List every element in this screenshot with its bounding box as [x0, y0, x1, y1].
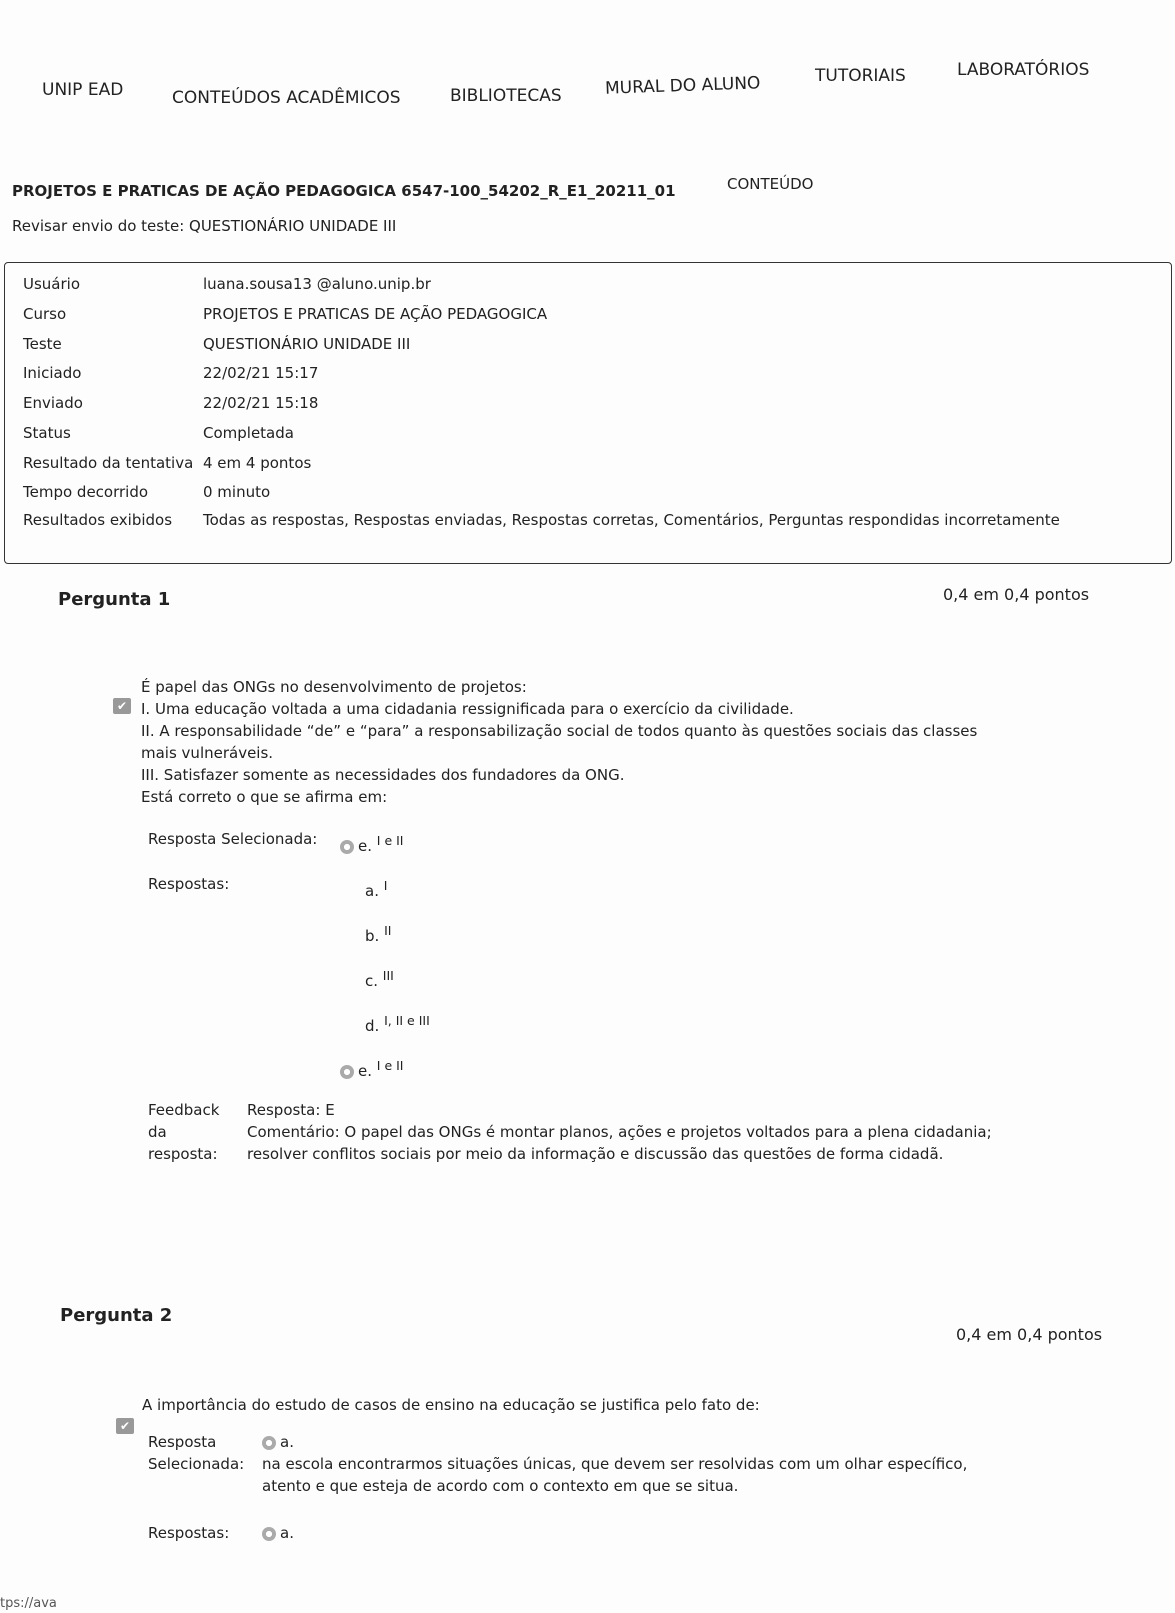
question-line: mais vulneráveis.	[141, 744, 274, 762]
correct-answer-icon	[262, 1436, 276, 1450]
course-title: PROJETOS E PRATICAS DE AÇÃO PEDAGOGICA 6547-100_54202_R_E1_20211_01	[12, 182, 676, 200]
nav-tutoriais[interactable]: TUTORIAIS	[815, 66, 906, 86]
answer-text: II	[384, 923, 392, 938]
info-row	[23, 483, 270, 501]
info-value: 0 minuto	[203, 483, 271, 501]
question-2-title: Pergunta 2	[60, 1305, 173, 1326]
nav-unip-ead[interactable]: UNIP EAD	[42, 80, 124, 100]
question-line: Está correto o que se afirma em:	[141, 788, 388, 806]
answer-text: III	[382, 968, 394, 983]
info-row	[23, 511, 1060, 529]
info-label: Usuário	[23, 275, 81, 293]
info-row	[23, 275, 431, 293]
selected-answer	[340, 830, 403, 857]
correct-answer-icon	[340, 840, 354, 854]
answer-text: I, II e III	[384, 1013, 430, 1028]
question-line: I. Uma educação voltada a uma cidadania ressignificada para o exercício da civilidade.	[141, 700, 794, 718]
info-value: 22/02/21 15:18	[203, 394, 319, 412]
question-1-points: 0,4 em 0,4 pontos	[943, 585, 1090, 604]
answer-text: I e II	[376, 1058, 404, 1073]
correct-check-icon: ✔	[116, 1418, 134, 1434]
question-2-points: 0,4 em 0,4 pontos	[956, 1325, 1103, 1344]
feedback-line: resolver conflitos sociais por meio da informação e discussão das questões de forma cidadã.	[247, 1145, 944, 1163]
nav-laboratorios[interactable]: LABORATÓRIOS	[957, 60, 1090, 80]
question-2-text: A importância do estudo de casos de ensino na educação se justifica pelo fato de:	[142, 1396, 760, 1414]
info-label: Tempo decorrido	[23, 483, 149, 501]
info-value: PROJETOS E PRATICAS DE AÇÃO PEDAGOGICA	[203, 305, 548, 323]
question-1-text	[141, 676, 977, 808]
answer-letter: a.	[365, 882, 379, 900]
question-1-title: Pergunta 1	[58, 589, 171, 610]
feedback-label-line: Feedback	[148, 1101, 220, 1119]
info-label: Status	[23, 424, 71, 442]
answer-line: atento e que esteja de acordo com o contexto em que se situa.	[262, 1477, 739, 1495]
answer-letter: a.	[280, 1433, 294, 1451]
content-link[interactable]: CONTEÚDO	[727, 175, 814, 193]
feedback-line: Comentário: O papel das ONGs é montar planos, ações e projetos voltados para a plena cidadania;	[247, 1123, 992, 1141]
answer-letter: e.	[358, 837, 372, 855]
info-label: Resultados exibidos	[23, 511, 173, 529]
answer-option	[365, 965, 394, 992]
nav-bibliotecas[interactable]: BIBLIOTECAS	[450, 86, 562, 106]
selected-answer-label	[148, 1431, 244, 1475]
answer-letter: a.	[280, 1524, 294, 1542]
info-row	[23, 335, 410, 353]
selected-answer-text	[262, 1453, 967, 1497]
info-row	[23, 305, 547, 323]
info-label: Iniciado	[23, 364, 82, 382]
info-value: Completada	[203, 424, 294, 442]
footer-url: tps://ava	[0, 1596, 57, 1611]
label-line: Selecionada:	[148, 1455, 245, 1473]
info-value: QUESTIONÁRIO UNIDADE III	[203, 335, 411, 353]
feedback-text	[247, 1099, 992, 1165]
answer-line: na escola encontrarmos situações únicas, que devem ser resolvidas com um olhar específico,	[262, 1455, 968, 1473]
answer-letter: e.	[358, 1062, 372, 1080]
info-label: Resultado da tentativa	[23, 454, 194, 472]
answers-label: Respostas:	[148, 875, 230, 893]
info-value: luana.sousa13 @aluno.unip.br	[203, 275, 431, 293]
breadcrumb: Revisar envio do teste: QUESTIONÁRIO UNIDADE III	[12, 217, 397, 235]
answer-option	[262, 1522, 294, 1544]
answer-option	[365, 1010, 430, 1037]
feedback-label-line: resposta:	[148, 1145, 218, 1163]
info-row	[23, 424, 294, 442]
label-line: Resposta	[148, 1433, 217, 1451]
correct-answer-icon	[262, 1527, 276, 1541]
answer-letter: c.	[365, 972, 379, 990]
info-row	[23, 454, 311, 472]
answer-letter: d.	[365, 1017, 380, 1035]
info-value: Todas as respostas, Respostas enviadas, Respostas corretas, Comentários, Perguntas respondidas incorretamente	[203, 511, 1060, 529]
info-value: 4 em 4 pontos	[203, 454, 312, 472]
selected-answer-label: Resposta Selecionada:	[148, 830, 318, 848]
answer-letter: b.	[365, 927, 380, 945]
nav-conteudos-academicos[interactable]: CONTEÚDOS ACADÊMICOS	[172, 88, 401, 108]
info-value: 22/02/21 15:17	[203, 364, 319, 382]
attempt-info-box	[4, 262, 1172, 564]
info-label: Enviado	[23, 394, 83, 412]
question-line: III. Satisfazer somente as necessidades dos fundadores da ONG.	[141, 766, 625, 784]
answer-text: I e II	[376, 833, 404, 848]
feedback-line: Resposta: E	[247, 1101, 335, 1119]
selected-answer	[262, 1431, 294, 1453]
answer-option	[365, 875, 387, 902]
correct-answer-icon	[340, 1065, 354, 1079]
feedback-label-line: da	[148, 1123, 167, 1141]
answer-option	[340, 1055, 403, 1082]
info-row	[23, 394, 318, 412]
nav-mural-do-aluno[interactable]: MURAL DO ALUNO	[604, 73, 761, 99]
feedback-label	[148, 1099, 219, 1165]
answer-option	[365, 920, 391, 947]
question-line: II. A responsabilidade “de” e “para” a responsabilização social de todos quanto às questões sociais das classes	[141, 722, 978, 740]
answer-text: I	[383, 878, 388, 893]
info-label: Curso	[23, 305, 67, 323]
correct-check-icon: ✔	[113, 698, 131, 714]
info-row	[23, 364, 318, 382]
question-line: É papel das ONGs no desenvolvimento de projetos:	[141, 678, 527, 696]
answers-label: Respostas:	[148, 1524, 230, 1542]
info-label: Teste	[23, 335, 62, 353]
